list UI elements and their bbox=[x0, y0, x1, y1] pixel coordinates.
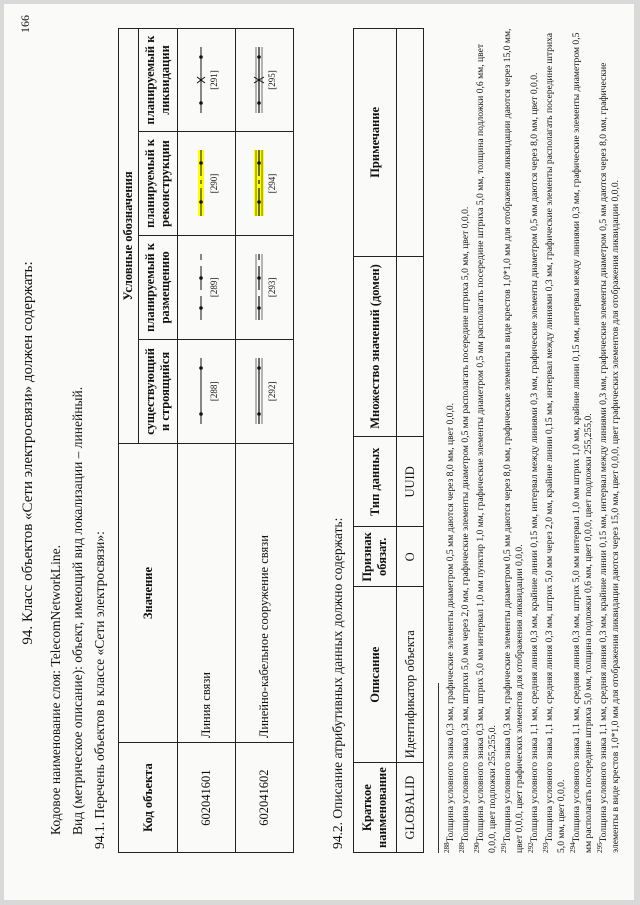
header-data-type: Тип данных bbox=[354, 437, 397, 527]
footnote: $^{293}$Толщина условного знака 1,1 мм, средняя линия 0,3 мм, штрих 5,0 мм через 2,0 мм, крайние линии 0,15 мм, интервал между линиями 0,3 мм, графические элементы располагать посередине штриха 5,0 мм, цвет 0,0,0. bbox=[542, 32, 568, 853]
footnote-ref: [289] bbox=[208, 277, 219, 298]
header-note: Примечание bbox=[354, 29, 397, 257]
footnote: $^{294}$Толщина условного знака 1,1 мм, средняя линия 0,3 мм, штрих 5,0 мм интервал 1,0 мм штрих 1,0 мм, крайние линии 0,15 мм, интервал между линиями 0,3 мм, графические элементы диаметром 0,5 мм располагать посередине штриха 5,0 мм, толщина подложки 0,6 мм, цвет 0,0,0, цвет подложки 255,255,0. bbox=[569, 32, 595, 853]
symbol-cell bbox=[178, 131, 236, 235]
symbol-cell bbox=[236, 339, 294, 443]
attributes-heading: 94.2. Описание атрибутивных данных должно содержать: bbox=[330, 517, 345, 849]
header-short-name: Краткое наименование bbox=[354, 763, 397, 853]
communication-line-existing-symbol bbox=[195, 356, 207, 426]
attributes-table bbox=[353, 28, 424, 853]
attr-data-type-cell: UUID bbox=[397, 437, 424, 527]
table-row bbox=[397, 29, 424, 853]
attr-note-cell bbox=[397, 29, 424, 257]
header-value: Значение bbox=[119, 443, 178, 742]
layer-code-paragraph: Кодовое наименование слоя: TelecomNetworkLine. bbox=[48, 544, 63, 835]
cable-structure-planned-reconstruction-symbol bbox=[253, 148, 265, 218]
header-description: Описание bbox=[354, 587, 397, 763]
footnote: $^{292}$Толщина условного знака 1,1 мм, средняя линия 0,3 мм, крайние линии 0,15 мм, интервал между линиями 0,3 мм, графические элементы диаметром 0,5 мм даются через 8,0 мм, цвет 0,0,0. bbox=[527, 72, 541, 853]
object-code-cell: 602041602 bbox=[236, 743, 294, 853]
header-symbols: Условные обозначения bbox=[119, 29, 139, 444]
symbol-cell bbox=[178, 339, 236, 443]
localization-view-paragraph: Вид (метрическое описание): объект, имеющий вид локализации – линейный. bbox=[70, 386, 85, 835]
cable-structure-existing-symbol bbox=[253, 356, 265, 426]
attributes-header-row bbox=[354, 29, 397, 853]
table-row bbox=[236, 29, 294, 853]
footnotes bbox=[442, 23, 622, 853]
footnote-ref: [293] bbox=[266, 277, 277, 298]
footnote-ref: [294] bbox=[266, 173, 277, 194]
footnote-ref: [288] bbox=[208, 381, 219, 402]
object-value-cell: Линейно-кабельное сооружение связи bbox=[236, 443, 294, 742]
symbol-cell bbox=[178, 29, 236, 132]
object-code-cell: 602041601 bbox=[178, 743, 236, 853]
header-object-code: Код объекта bbox=[119, 743, 178, 853]
attr-short-name-cell: GLOBALID bbox=[397, 763, 424, 853]
attr-description-cell: Идентификатор объекта bbox=[397, 587, 424, 763]
symbol-cell bbox=[178, 235, 236, 339]
symbol-cell bbox=[236, 29, 294, 132]
communication-line-planned-liquidation-symbol bbox=[195, 45, 207, 115]
rotated-document-page bbox=[10, 13, 630, 893]
symbol-cell bbox=[236, 131, 294, 235]
page-number: 166 bbox=[18, 15, 32, 33]
header-existing: существующий и строящийся bbox=[139, 339, 178, 443]
header-planned-reconstruction: планируемый к реконструкции bbox=[139, 131, 178, 235]
footnote-ref: [292] bbox=[266, 381, 277, 402]
header-planned-liquidation: планируемый к ликвидации bbox=[139, 29, 178, 132]
symbol-cell bbox=[236, 235, 294, 339]
communication-line-planned-reconstruction-symbol bbox=[195, 148, 207, 218]
objects-list-heading: 94.1. Перечень объектов в классе «Сети электросвязи»: bbox=[92, 531, 107, 849]
footnote: $^{289}$Толщина условного знака 0,3 мм, штрихи 5,0 мм через 2,0 мм, графические элементы диаметром 0,5 мм располагать посередине штриха 5,0 мм, цвет 0,0,0. bbox=[458, 206, 472, 853]
footnote-ref: [291] bbox=[208, 70, 219, 90]
object-value-cell: Линия связи bbox=[178, 443, 236, 742]
footnote-separator bbox=[438, 683, 439, 853]
footnote: $^{288}$Толщина условного знака 0,3 мм, графические элементы диаметром 0,5 мм даются через 8,0 мм, цвет 0,0,0. bbox=[443, 402, 457, 853]
header-planned-placement: планируемый к размещению bbox=[139, 235, 178, 339]
attr-required-cell: О bbox=[397, 527, 424, 587]
objects-table-header-row bbox=[119, 29, 139, 853]
table-row bbox=[178, 29, 236, 853]
objects-table bbox=[118, 28, 294, 853]
cable-structure-planned-liquidation-symbol bbox=[253, 45, 265, 115]
footnote: $^{290}$Толщина условного знака 0,3 мм, штрих 5,0 мм интервал 1,0 мм пунктир 1,0 мм, графические элементы диаметром 0,5 мм располагать посередине штриха 5,0 мм, толщина подложки 0,6 мм, цвет 0,0,0, цвет подложки 255,255,0. bbox=[473, 43, 499, 853]
cable-structure-planned-placement-symbol bbox=[253, 252, 265, 322]
footnote-ref: [290] bbox=[208, 173, 219, 194]
header-required: Признак обязат. bbox=[354, 527, 397, 587]
footnote-ref: [295] bbox=[266, 70, 277, 90]
header-domain: Множество значений (домен) bbox=[354, 256, 397, 437]
communication-line-planned-placement-symbol bbox=[195, 252, 207, 322]
footnote: $^{295}$Толщина условного знака 1,1 мм, средняя линия 0,3 мм, крайние линии 0,15 мм, интервал между линиями 0,3 мм, графические элементы диаметром 0,5 мм даются через 8,0 мм, графические элементы в виде крестов 1,0*1,0 мм для отображения ликвидации даются через 15,0 мм, цвет 0,0,0, цвет графических элементов для отображения ликвидации 0,0,0. bbox=[596, 62, 622, 853]
footnote: $^{291}$Толщина условного знака 0,3 мм, графические элементы диаметром 0,5 мм даются через 8,0 мм, графические элементы в виде крестов 1,0*1,0 мм для отображения ликвидации даются через 15,0 мм, цвет 0,0,0, цвет графических элементов для отображения ликвидации 0,0,0. bbox=[500, 28, 526, 853]
section-title: 94. Класс объектов «Сети электросвязи» должен содержать: bbox=[20, 261, 36, 645]
attr-domain-cell bbox=[397, 256, 424, 437]
